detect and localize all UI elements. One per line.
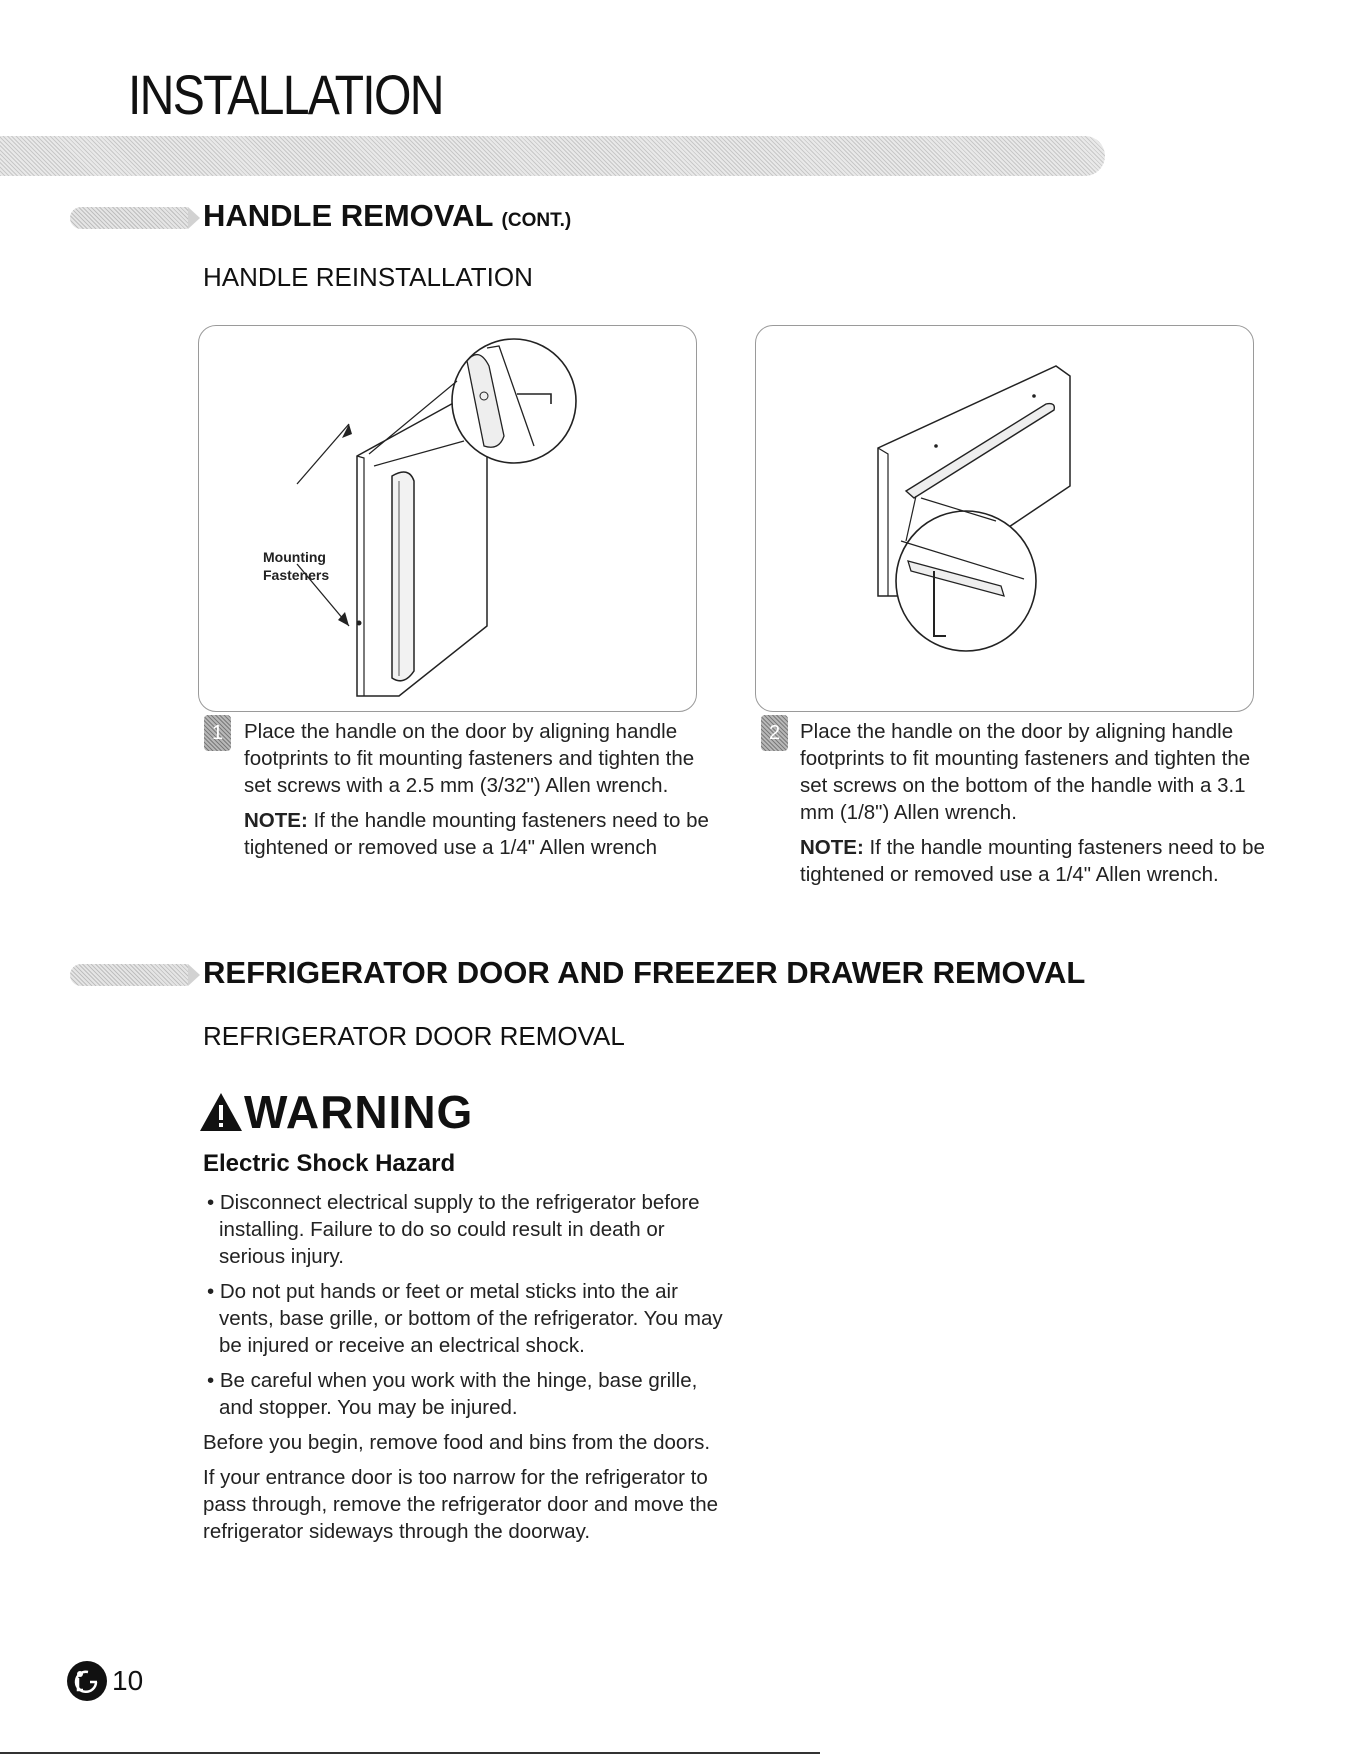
section-subtitle-door-removal: REFRIGERATOR DOOR REMOVAL — [203, 1021, 625, 1051]
page-header-title: INSTALLATION — [128, 63, 443, 126]
step-1-text — [244, 718, 714, 869]
warning-bullet-1: • Disconnect electrical supply to the refrigerator before installing. Failure to do so could result in death or serious injury. — [207, 1191, 700, 1268]
section-subtitle-handle-reinstallation: HANDLE REINSTALLATION — [203, 262, 533, 292]
header-divider-bar — [0, 136, 1105, 176]
step-2-instruction: Place the handle on the door by aligning handle footprints to fit mounting fasteners and tighten the set screws on the bottom of the handle with a 3.1 mm (1/8") Allen wrench. — [800, 720, 1251, 824]
warning-heading — [198, 1085, 473, 1139]
step-2-badge: 2 — [761, 715, 788, 751]
warning-bullet-3: • Be careful when you work with the hinge, base grille, and stopper. You may be injured. — [207, 1369, 698, 1419]
handle-door-illustration-2 — [756, 326, 1253, 711]
section-title-handle-removal: HANDLE REMOVAL (CONT.) — [203, 198, 572, 233]
step-1-badge: 1 — [204, 715, 231, 751]
figure-panel-2 — [755, 325, 1254, 712]
page-number: 10 — [112, 1665, 144, 1696]
step-1-note: NOTE: If the handle mounting fasteners need to be tightened or removed use a 1/4" Allen wrench — [244, 809, 709, 859]
section-marker — [70, 207, 188, 229]
bottom-rule — [0, 1752, 820, 1754]
section-marker — [70, 964, 188, 986]
step-1-instruction: Place the handle on the door by aligning handle footprints to fit mounting fasteners and tighten the set screws with a 2.5 mm (3/32") Allen wrench. — [244, 720, 695, 797]
lg-logo-icon — [66, 1660, 108, 1702]
section-title-door-drawer-removal: REFRIGERATOR DOOR AND FREEZER DRAWER REMOVAL — [203, 955, 1086, 990]
footer — [66, 1660, 143, 1702]
mounting-fasteners-label: Mounting Fasteners — [263, 549, 330, 583]
figure-panel-1 — [198, 325, 697, 712]
handle-door-illustration-1 — [199, 326, 696, 711]
step-2-text — [800, 718, 1270, 896]
step-2-note: NOTE: If the handle mounting fasteners need to be tightened or removed use a 1/4" Allen wrench. — [800, 836, 1265, 886]
warning-paragraph-1: Before you begin, remove food and bins from the doors. — [203, 1431, 711, 1454]
warning-title: WARNING — [244, 1086, 474, 1138]
warning-triangle-icon — [198, 1091, 244, 1133]
warning-bullet-2: • Do not put hands or feet or metal sticks into the air vents, base grille, or bottom of the refrigerator. You may be injured or receive an electrical shock. — [207, 1280, 723, 1357]
warning-body — [203, 1189, 733, 1553]
warning-subtitle: Electric Shock Hazard — [203, 1150, 456, 1177]
warning-paragraph-2: If your entrance door is too narrow for the refrigerator to pass through, remove the refrigerator door and move the refrigerator sideways through the doorway. — [203, 1466, 719, 1543]
